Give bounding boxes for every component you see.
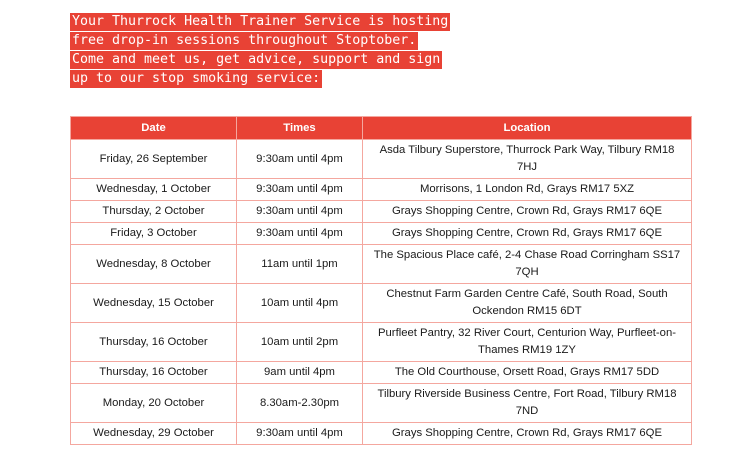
date-cell: Wednesday, 29 October (71, 423, 237, 445)
table-row (71, 384, 692, 423)
time-cell: 9:30am until 4pm (237, 223, 363, 245)
intro-line-text: Your Thurrock Health Trainer Service is hosting (72, 14, 449, 29)
table-row (71, 423, 692, 445)
date-column-header: Date (71, 117, 237, 140)
intro-line-text: up to our stop smoking service: (72, 71, 321, 86)
intro-line (70, 12, 510, 30)
location-cell: Grays Shopping Centre, Crown Rd, Grays RM17 6QE (363, 423, 692, 445)
intro-line-text: Come and meet us, get advice, support and sign (72, 52, 441, 67)
time-cell: 9:30am until 4pm (237, 140, 363, 179)
time-cell: 10am until 4pm (237, 284, 363, 323)
table-row (71, 362, 692, 384)
date-cell: Thursday, 16 October (71, 362, 237, 384)
intro-line (70, 69, 510, 87)
time-cell: 8.30am-2.30pm (237, 384, 363, 423)
time-cell: 10am until 2pm (237, 323, 363, 362)
location-cell: The Old Courthouse, Orsett Road, Grays RM17 5DD (363, 362, 692, 384)
times-column-header: Times (237, 117, 363, 140)
location-cell: Chestnut Farm Garden Centre Café, South Road, South Ockendon RM15 6DT (363, 284, 692, 323)
table-row (71, 323, 692, 362)
date-cell: Wednesday, 8 October (71, 245, 237, 284)
intro-line (70, 31, 510, 49)
time-cell: 9:30am until 4pm (237, 423, 363, 445)
date-cell: Friday, 3 October (71, 223, 237, 245)
date-cell: Wednesday, 1 October (71, 179, 237, 201)
time-cell: 9:30am until 4pm (237, 179, 363, 201)
intro-text (70, 12, 510, 88)
table-row (71, 140, 692, 179)
table-row (71, 284, 692, 323)
date-cell: Monday, 20 October (71, 384, 237, 423)
date-cell: Friday, 26 September (71, 140, 237, 179)
table-row (71, 201, 692, 223)
location-cell: Asda Tilbury Superstore, Thurrock Park Way, Tilbury RM18 7HJ (363, 140, 692, 179)
intro-line (70, 50, 510, 68)
location-column-header: Location (363, 117, 692, 140)
location-cell: Grays Shopping Centre, Crown Rd, Grays RM17 6QE (363, 223, 692, 245)
table-row (71, 245, 692, 284)
location-cell: Morrisons, 1 London Rd, Grays RM17 5XZ (363, 179, 692, 201)
location-cell: Grays Shopping Centre, Crown Rd, Grays RM17 6QE (363, 201, 692, 223)
time-cell: 11am until 1pm (237, 245, 363, 284)
table-header-row (71, 117, 692, 140)
table-body (71, 140, 692, 445)
session-schedule-table (70, 116, 692, 445)
table-row (71, 223, 692, 245)
location-cell: Purfleet Pantry, 32 River Court, Centurion Way, Purfleet-on-Thames RM19 1ZY (363, 323, 692, 362)
date-cell: Wednesday, 15 October (71, 284, 237, 323)
time-cell: 9:30am until 4pm (237, 201, 363, 223)
time-cell: 9am until 4pm (237, 362, 363, 384)
table-row (71, 179, 692, 201)
intro-line-text: free drop-in sessions throughout Stoptober. (72, 33, 417, 48)
location-cell: The Spacious Place café, 2-4 Chase Road Corringham SS17 7QH (363, 245, 692, 284)
date-cell: Thursday, 2 October (71, 201, 237, 223)
date-cell: Thursday, 16 October (71, 323, 237, 362)
location-cell: Tilbury Riverside Business Centre, Fort Road, Tilbury RM18 7ND (363, 384, 692, 423)
